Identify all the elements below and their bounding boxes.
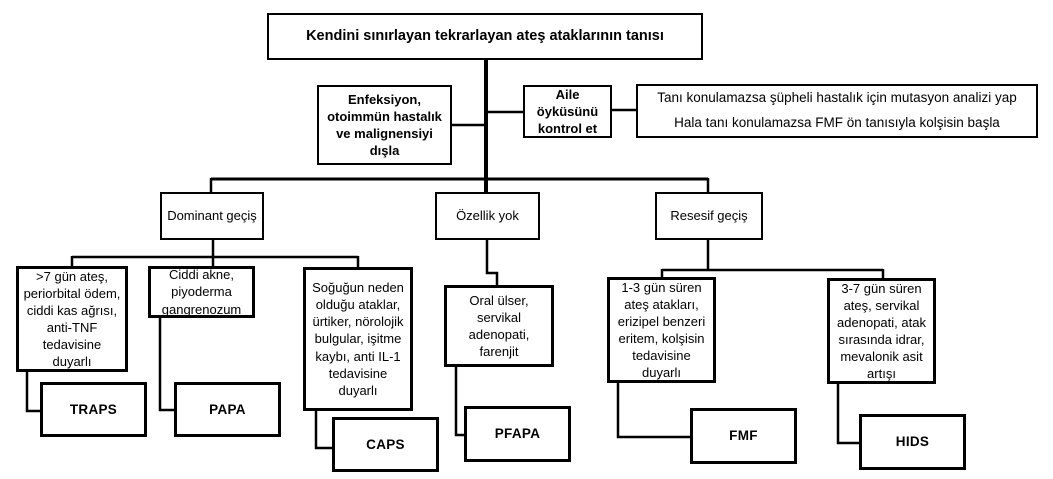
fmf-criteria-node: 1-3 gün süren ateş atakları, erizipel benzeri eritem, kolşisin tedavisine duyarlı: [607, 277, 716, 383]
mutation-advice-line1: Tanı konulamazsa şüpheli hastalık için mutasyon analizi yap: [657, 90, 1017, 106]
pfapa-diagnosis-node: PFAPA: [464, 406, 571, 462]
fmf-diagnosis-node: FMF: [690, 408, 797, 464]
pfapa-criteria-node: Oral ülser, servikal adenopati, farenjit: [444, 285, 554, 367]
caps-diagnosis-node: CAPS: [332, 417, 439, 472]
hids-criteria-node: 3-7 gün süren ateş, servikal adenopati, atak sırasında idrar, mevalonik asit artışı: [827, 278, 936, 384]
traps-criteria-node: >7 gün ateş, periorbital ödem, ciddi kas ağrısı, anti-TNF tedavisine duyarlı: [16, 266, 128, 372]
title-node: Kendini sınırlayan tekrarlayan ateş ataklarının tanısı: [267, 13, 703, 60]
exclude-infection-node: Enfeksiyon, otoimmün hastalık ve malignensiyi dışla: [317, 85, 452, 165]
mutation-advice-line2: Hala tanı konulamazsa FMF ön tanısıyla kolşisin başla: [674, 115, 1000, 130]
family-history-node: Aile öyküsünü kontrol et: [523, 85, 612, 138]
no-feature-node: Özellik yok: [435, 192, 540, 240]
mutation-advice-node: [636, 84, 1038, 138]
papa-criteria-node: Ciddi akne, piyoderma gangrenozum: [148, 266, 255, 318]
caps-criteria-node: Soğuğun neden olduğu ataklar, ürtiker, nörolojik bulgular, işitme kaybı, anti IL-1 tedavisine duyarlı: [303, 267, 413, 411]
hids-diagnosis-node: HIDS: [859, 414, 966, 470]
traps-diagnosis-node: TRAPS: [40, 382, 147, 437]
recessive-inheritance-node: Resesif geçiş: [655, 192, 763, 240]
papa-diagnosis-node: PAPA: [174, 382, 281, 437]
dominant-inheritance-node: Dominant geçiş: [160, 192, 264, 240]
